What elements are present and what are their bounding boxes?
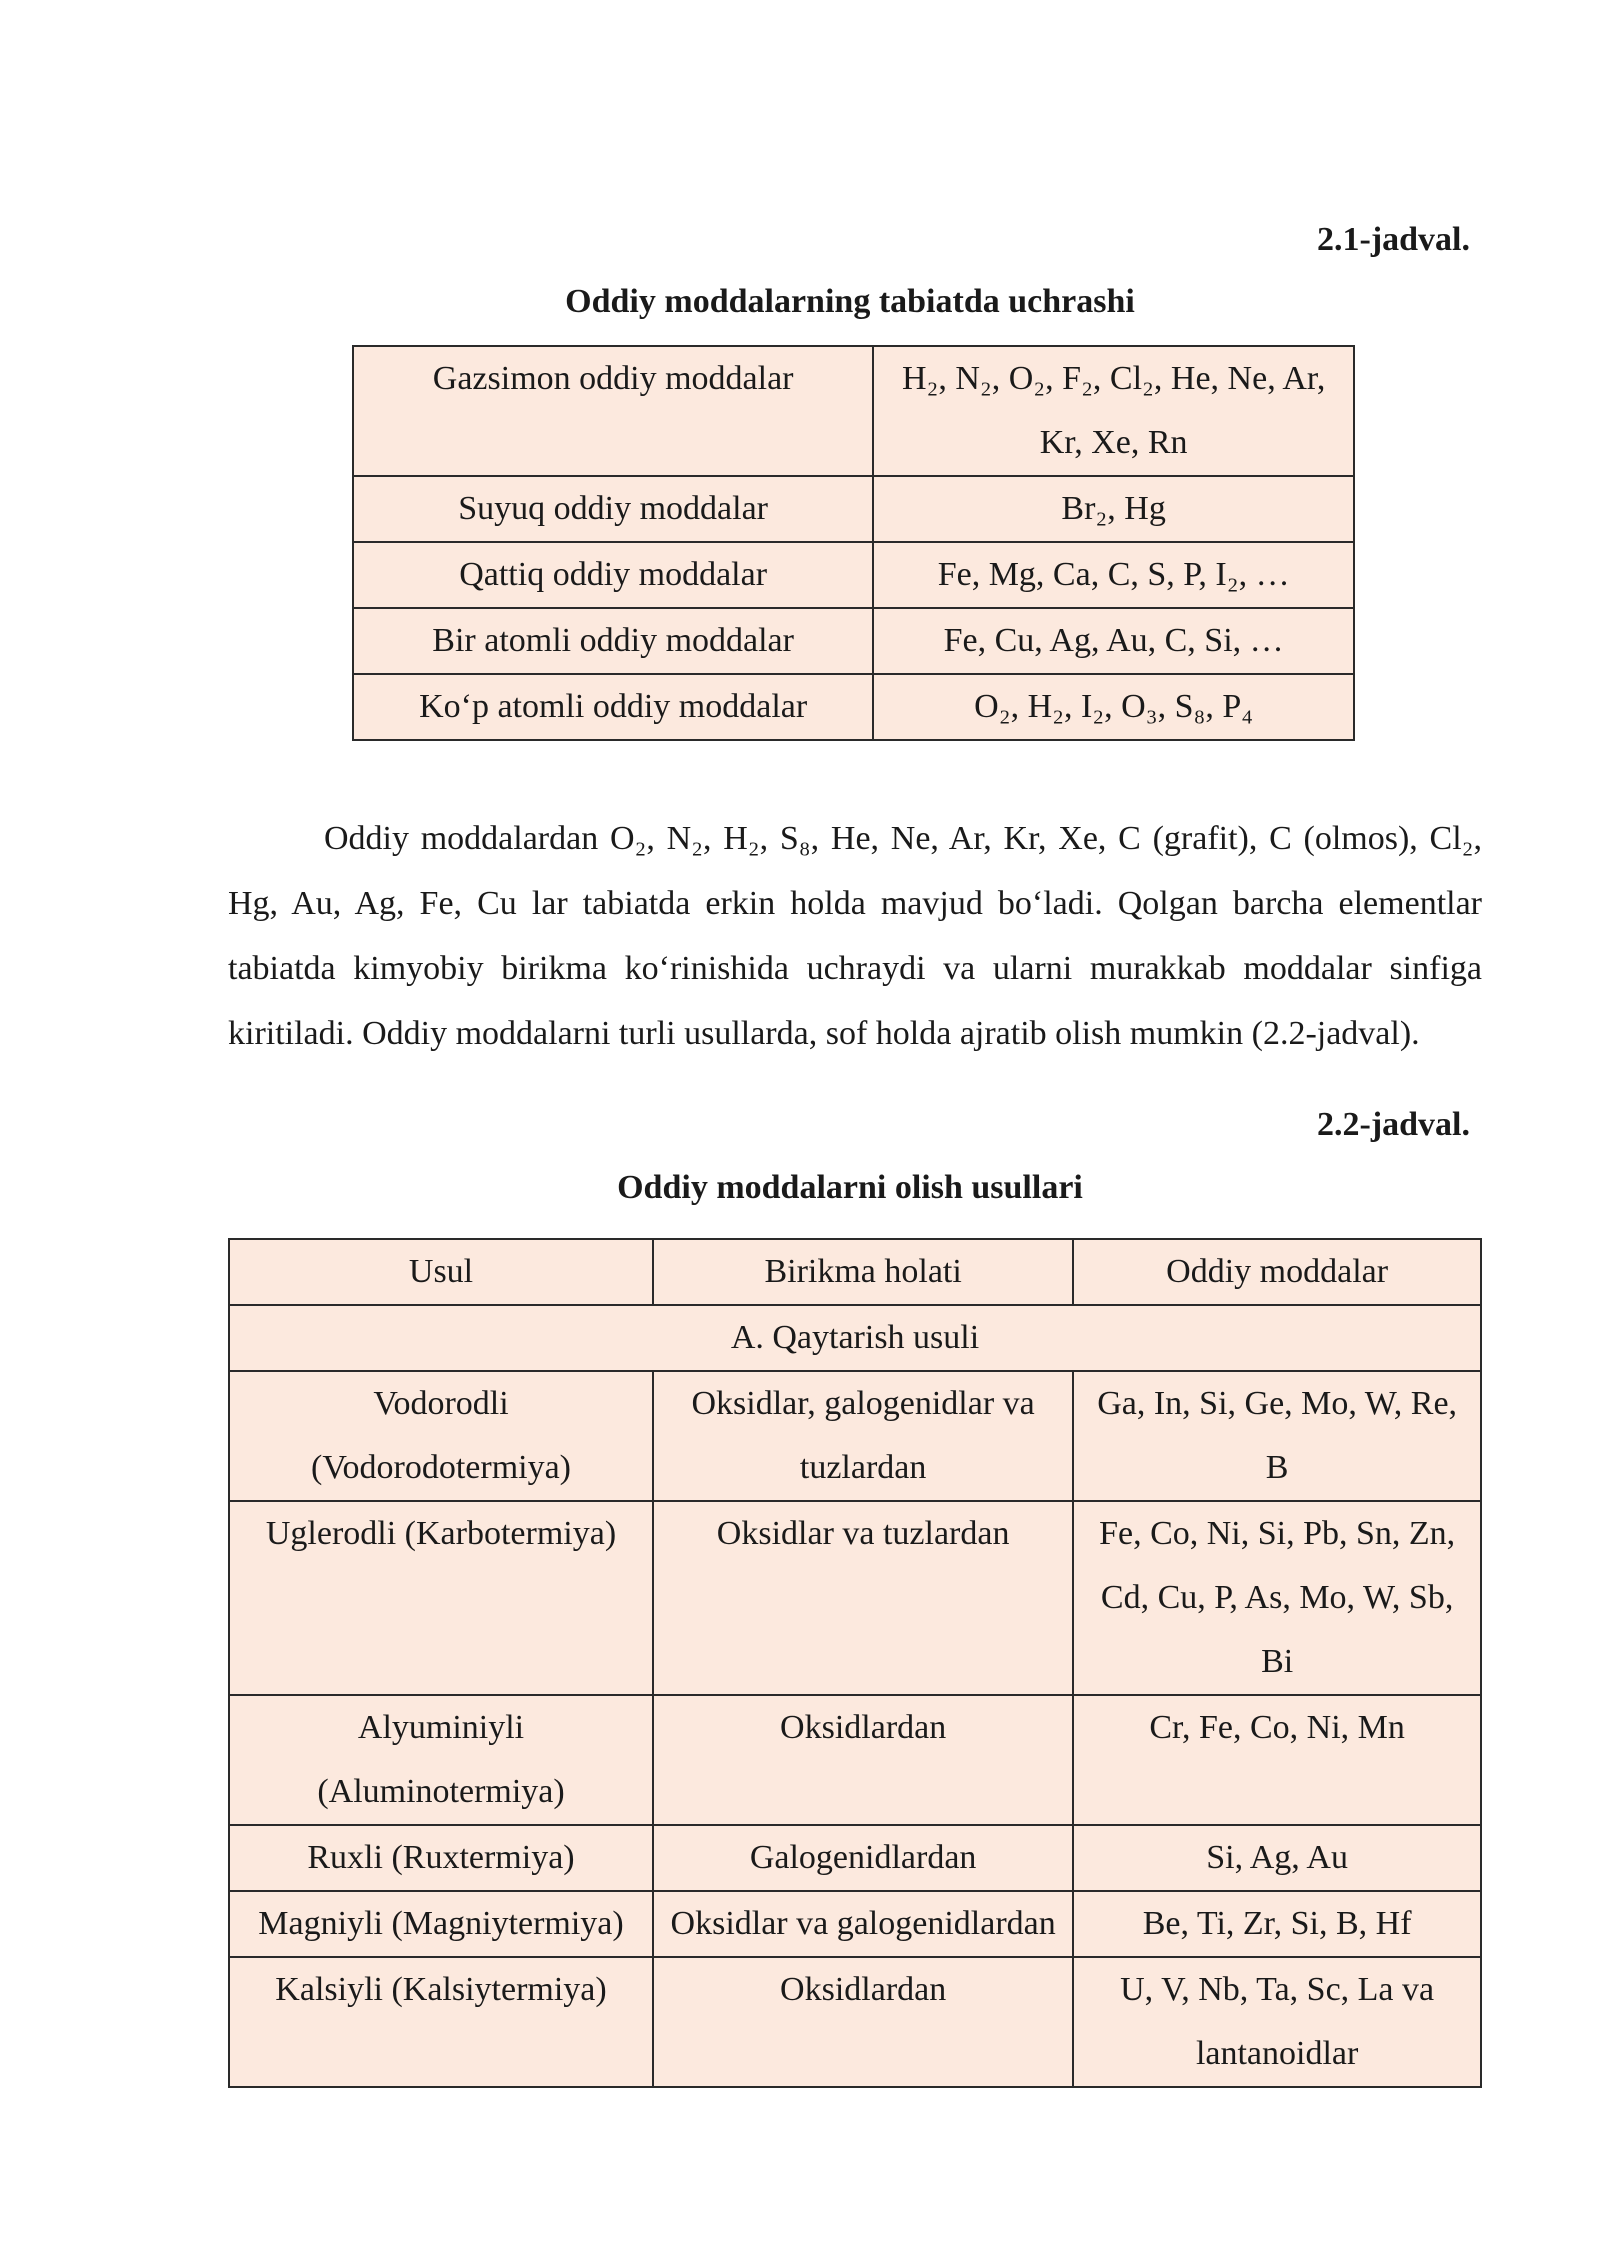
paragraph-text: Oddiy moddalardan O₂, N₂, H₂, S₈, He, Ne, Ar, Kr, Xe, C (grafit), C (olmos), Cl₂, Hg, Au, Ag, Fe, Cu lar tabiatda erkin holda mavjud bo‘ladi. Qolgan barcha elementlar tabiatda kimyobiy birikma ko‘rinishida uchraydi va ularni murakkab moddalar sinfiga kiritiladi. Oddiy moddalarni turli usullarda, sof holda ajratib olish mumkin (2.2-jadval). <box>228 820 1482 1052</box>
table-cell: Oksidlar va galogenidlardan <box>653 1891 1073 1957</box>
table-row <box>229 1695 1481 1825</box>
table-cell: H₂, N₂, O₂, F₂, Cl₂, He, Ne, Ar, Kr, Xe, Rn <box>873 346 1354 476</box>
table-cell: Gazsimon oddiy moddalar <box>353 346 873 476</box>
table2-number: 2.2-jadval. <box>1317 1106 1470 1143</box>
table-row <box>353 476 1354 542</box>
table-cell: Galogenidlardan <box>653 1825 1073 1891</box>
table-cell: Si, Ag, Au <box>1073 1825 1481 1891</box>
table-row <box>229 1825 1481 1891</box>
column-header: Birikma holati <box>653 1239 1073 1305</box>
table-cell: Oksidlardan <box>653 1957 1073 2087</box>
table-cell: Bir atomli oddiy moddalar <box>353 608 873 674</box>
table-section-row <box>229 1305 1481 1371</box>
table2-title: Oddiy moddalarni olish usullari <box>617 1169 1083 1206</box>
column-header: Usul <box>229 1239 653 1305</box>
table-cell: Ruxli (Ruxtermiya) <box>229 1825 653 1891</box>
table-cell: U, V, Nb, Ta, Sc, La va lantanoidlar <box>1073 1957 1481 2087</box>
table-cell: Be, Ti, Zr, Si, B, Hf <box>1073 1891 1481 1957</box>
table1-title: Oddiy moddalarning tabiatda uchrashi <box>565 283 1135 320</box>
table-row <box>229 1501 1481 1695</box>
table-cell: Qattiq oddiy moddalar <box>353 542 873 608</box>
table-cell: Cr, Fe, Co, Ni, Mn <box>1073 1695 1481 1825</box>
table-cell: Suyuq oddiy moddalar <box>353 476 873 542</box>
table-cell: Ko‘p atomli oddiy moddalar <box>353 674 873 740</box>
extraction-methods-table <box>228 1238 1482 2088</box>
table-row <box>353 542 1354 608</box>
table-cell: Ga, In, Si, Ge, Mo, W, Re, B <box>1073 1371 1481 1501</box>
table-cell: Oksidlardan <box>653 1695 1073 1825</box>
table-cell: Oksidlar va tuzlardan <box>653 1501 1073 1695</box>
table-cell: Alyuminiyli (Aluminotermiya) <box>229 1695 653 1825</box>
table-cell: O₂, H₂, I₂, O₃, S₈, P₄ <box>873 674 1354 740</box>
body-paragraph <box>228 806 1482 1066</box>
column-header: Oddiy moddalar <box>1073 1239 1481 1305</box>
table-row <box>353 674 1354 740</box>
table-row <box>353 608 1354 674</box>
table-cell: Oksidlar, galogenidlar va tuzlardan <box>653 1371 1073 1501</box>
table-cell: Kalsiyli (Kalsiytermiya) <box>229 1957 653 2087</box>
table-cell: Fe, Co, Ni, Si, Pb, Sn, Zn, Cd, Cu, P, As, Mo, W, Sb, Bi <box>1073 1501 1481 1695</box>
table-row <box>353 346 1354 476</box>
table-cell: Fe, Mg, Ca, C, S, P, I₂, … <box>873 542 1354 608</box>
table-cell: Magniyli (Magniytermiya) <box>229 1891 653 1957</box>
table-cell: Fe, Cu, Ag, Au, C, Si, … <box>873 608 1354 674</box>
table-row <box>229 1891 1481 1957</box>
table-cell: Br₂, Hg <box>873 476 1354 542</box>
table-cell: Uglerodli (Karbotermiya) <box>229 1501 653 1695</box>
table-cell: Vodorodli (Vodorodotermiya) <box>229 1371 653 1501</box>
natural-occurrence-table <box>352 345 1355 741</box>
section-heading: A. Qaytarish usuli <box>229 1305 1481 1371</box>
table1-number: 2.1-jadval. <box>1317 221 1470 258</box>
table-row <box>229 1371 1481 1501</box>
table-header-row <box>229 1239 1481 1305</box>
table-row <box>229 1957 1481 2087</box>
